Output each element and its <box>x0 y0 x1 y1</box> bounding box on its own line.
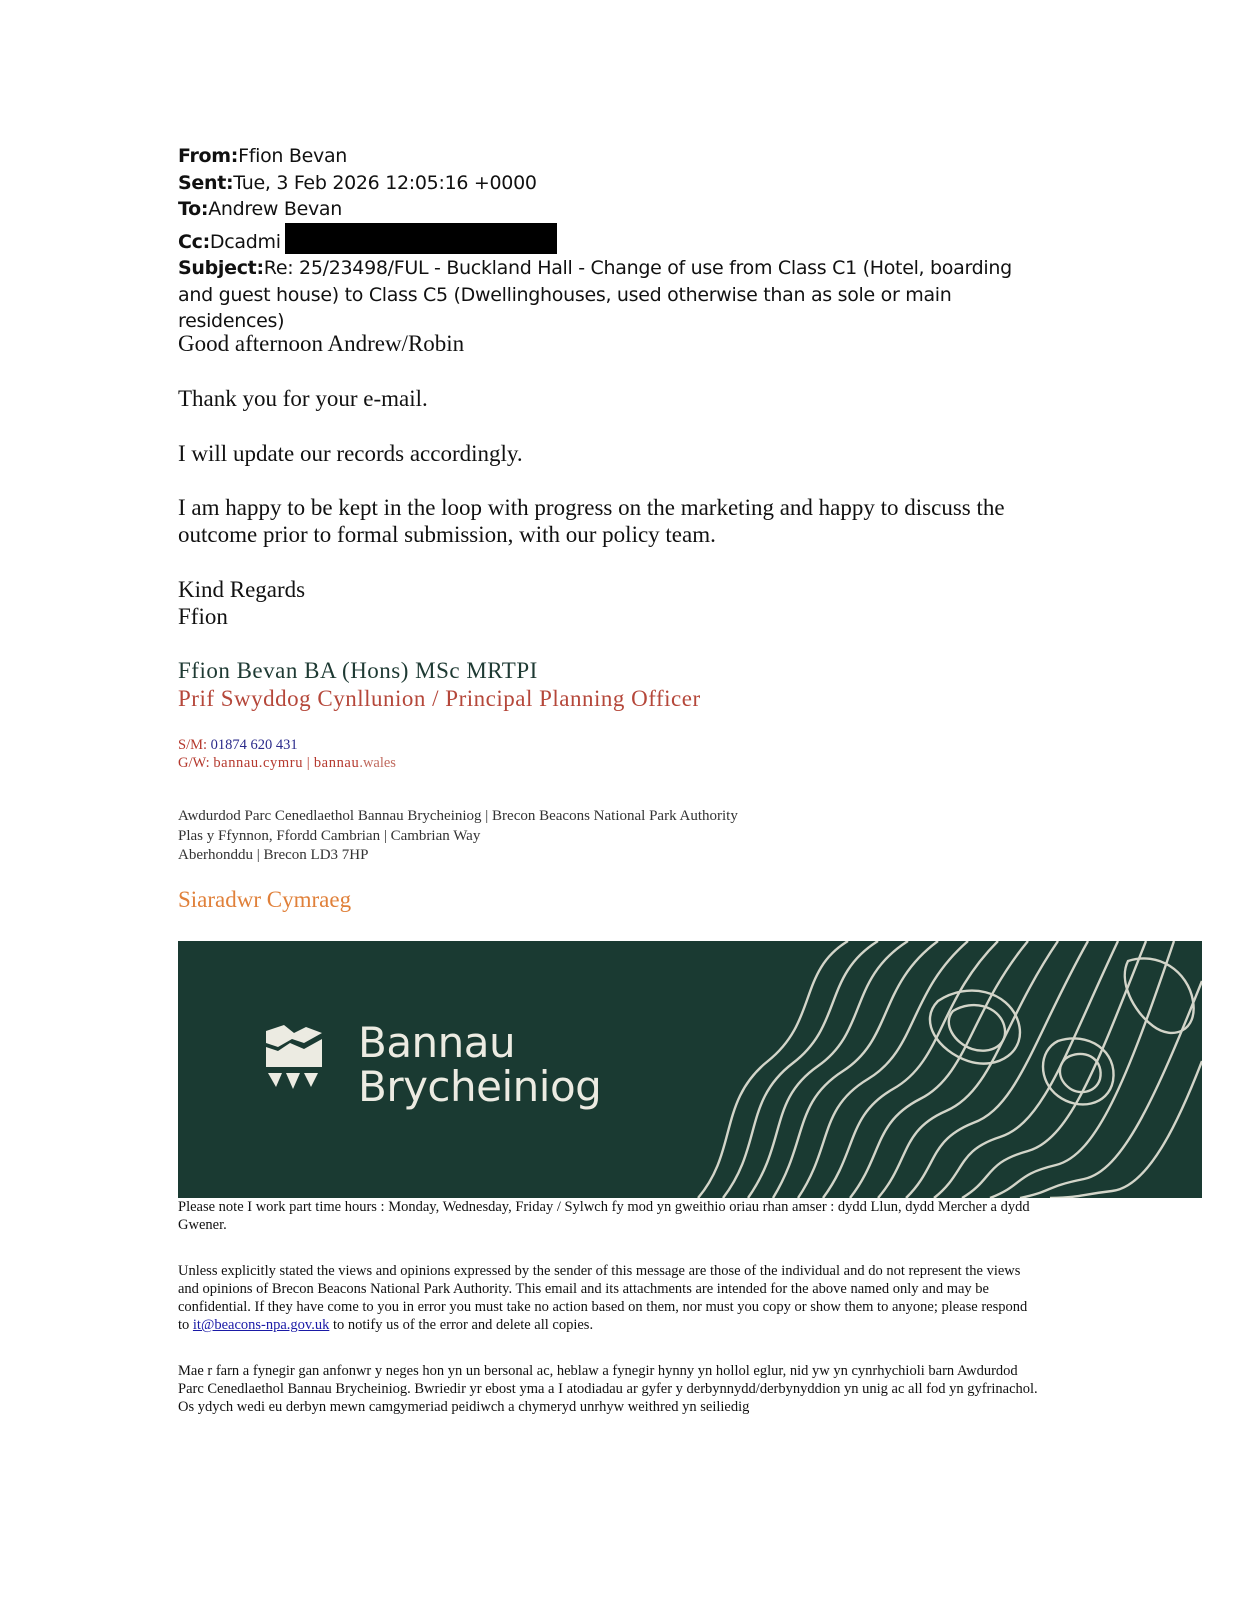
from-label: From: <box>178 145 239 167</box>
disclaimer-email-link[interactable]: it@beacons-npa.gov.uk <box>192 1317 330 1333</box>
subject-label: Subject: <box>178 257 264 279</box>
sent-label: Sent: <box>178 171 234 194</box>
disclaimer-welsh: Mae r farn a fynegir gan anfonwr y neges hon yn un bersonal ac, heblaw a fynegir hynny yn hollol eglur, nid yw yn cynrhychioli barn Awdurdod Parc Cenedlaethol Bannau Brycheiniog. Bwriedir yr ebost yma a I atodiadau ar gyfer y derbynnydd/derbynyddion yn unig ac all fod yn gyfrinachol. Os ydych wedi eu derbyn mewn camgymeriad peidiwch a chymeryd unrhyw weithred yn seiliedig <box>178 1363 1038 1415</box>
cc-value: Dcadmi <box>209 230 281 253</box>
part-time-note: Please note I work part time hours : Monday, Wednesday, Friday / Sylwch fy mod yn gweithio oriau rhan amser : dydd Llun, dydd Mercher a dydd Gwener. <box>178 1199 1030 1233</box>
body-paragraph-2: I will update our records accordingly. <box>178 441 523 466</box>
signature-title: Prif Swyddog Cynllunion / Principal Planning Officer <box>178 686 701 711</box>
to-value: Andrew Bevan <box>208 198 343 220</box>
phone-row <box>178 737 298 754</box>
address-line-1: Awdurdod Parc Cenedlaethol Bannau Brycheiniog | Brecon Beacons National Park Authority <box>178 808 738 824</box>
address-line-2: Plas y Ffynnon, Ffordd Cambrian | Cambrian Way <box>178 827 481 844</box>
greeting: Good afternoon Andrew/Robin <box>178 331 465 356</box>
to-label: To: <box>178 198 209 220</box>
brand-banner <box>178 941 1202 1198</box>
subject-value: Re: 25/23498/FUL - Buckland Hall - Change of use from Class C1 (Hotel, boarding and guest house) to Class C5 (Dwellinghouses, used otherwise than as sole or main residences) <box>178 257 1012 332</box>
from-value: Ffion Bevan <box>238 145 348 167</box>
phone-number[interactable]: 01874 620 431 <box>210 737 298 753</box>
web-label: G/W: <box>178 755 210 771</box>
cc-row <box>178 223 1038 256</box>
to-row <box>178 196 1038 223</box>
web-separator: | <box>306 755 311 771</box>
welsh-speaker-label: Siaradwr Cymraeg <box>178 887 352 912</box>
body-paragraph-1: Thank you for your e-mail. <box>178 386 428 411</box>
address-line-3: Aberhonddu | Brecon LD3 7HP <box>178 847 369 863</box>
disclaimer-text-start: Unless explicitly stated the views and opinions expressed by the sender of this message are those of the individual and do not represent the views and opinions of Brecon Beacons National Park Authority. This email and its attachments are intended for the above named only and may be confidential. If they have come to you in error you must take no action based on them, nor must you copy or show them to anyone; please respond to <box>178 1263 1028 1333</box>
bannau-logo-icon <box>264 1023 344 1103</box>
redaction-box <box>285 223 557 254</box>
disclaimer-english <box>178 1262 1038 1334</box>
sent-value: Tue, 3 Feb 2026 12:05:16 +0000 <box>233 171 537 194</box>
disclaimer-text-end: to notify us of the error and delete all copies. <box>329 1317 594 1333</box>
logo-line-2: Brycheiniog <box>358 1062 602 1111</box>
web-link-cymru[interactable]: bannau.cymru <box>213 755 304 771</box>
web-link-wales-tld: .wales <box>359 755 396 771</box>
web-link-wales-name: bannau <box>313 755 360 771</box>
web-row <box>178 755 396 772</box>
subject-row <box>178 255 1038 335</box>
closing <box>178 576 1058 630</box>
address-block <box>178 807 738 866</box>
web-link-wales[interactable] <box>314 755 396 771</box>
email-header <box>178 143 1038 335</box>
logo-line-1: Bannau <box>358 1018 516 1067</box>
from-row <box>178 143 1038 170</box>
signature-name: Ffion Bevan BA (Hons) MSc MRTPI <box>178 658 538 683</box>
body-paragraph-3: I am happy to be kept in the loop with progress on the marketing and happy to discuss the outcome prior to formal submission, with our policy team. <box>178 495 1005 547</box>
closing-name: Ffion <box>178 604 228 629</box>
closing-regards: Kind Regards <box>178 577 306 602</box>
cc-label: Cc: <box>178 230 210 253</box>
bannau-logo-text <box>358 1018 602 1111</box>
sent-row <box>178 170 1038 197</box>
phone-label: S/M: <box>178 737 208 753</box>
